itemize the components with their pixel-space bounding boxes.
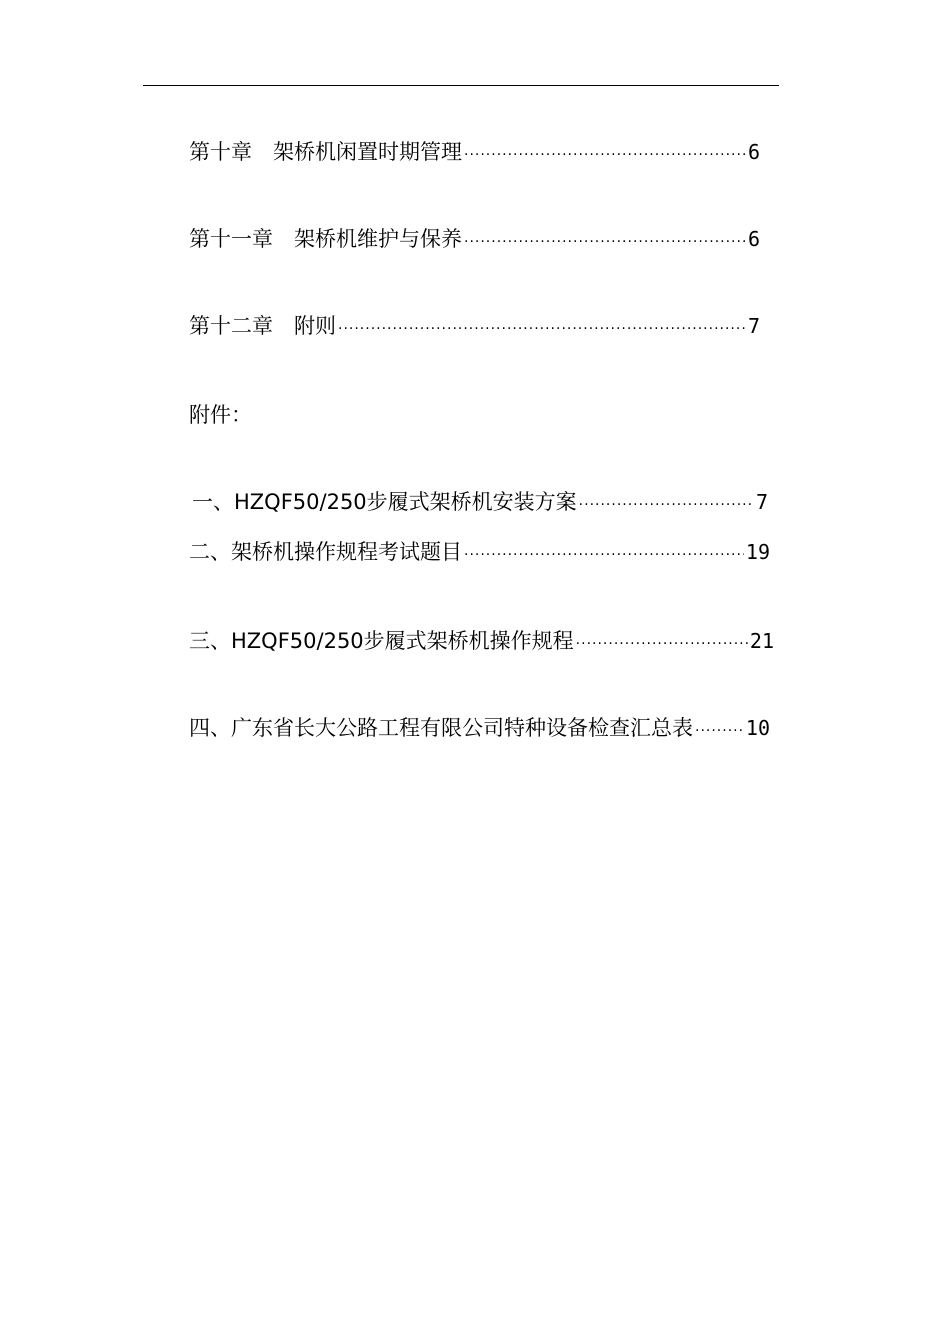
- toc-entry-appendix-2[interactable]: [189, 537, 770, 567]
- header-rule: [143, 85, 779, 86]
- toc-entry-chapter-12[interactable]: [189, 311, 760, 341]
- toc-dot-leader: [579, 490, 754, 517]
- toc-entry-page: 7: [755, 490, 768, 514]
- toc-entry-label: 第十一章 架桥机维护与保养: [189, 227, 462, 251]
- toc-entry-label: 二、架桥机操作规程考试题目: [189, 540, 462, 564]
- toc-entry-label: 四、广东省长大公路工程有限公司特种设备检查汇总表: [189, 716, 693, 740]
- appendix-heading: 附件：: [189, 403, 252, 427]
- toc-entry-appendix-3[interactable]: [189, 626, 774, 656]
- toc-entry-page: 21: [749, 629, 774, 653]
- toc-dot-leader: [695, 716, 744, 743]
- toc-dot-leader: [464, 227, 746, 254]
- toc-dot-leader: [576, 629, 748, 656]
- toc-entry-appendix-1[interactable]: [192, 487, 768, 517]
- toc-entry-page: 7: [747, 314, 760, 338]
- toc-entry-label: 一、HZQF50/250步履式架桥机安装方案: [192, 490, 577, 514]
- toc-entry-label: 三、HZQF50/250步履式架桥机操作规程: [189, 629, 574, 653]
- toc-dot-leader: [464, 540, 744, 567]
- toc-dot-leader: [338, 314, 746, 341]
- toc-entry-page: 10: [745, 716, 770, 740]
- toc-entry-page: 6: [747, 140, 760, 164]
- toc-dot-leader: [464, 140, 746, 167]
- toc-entry-appendix-4[interactable]: [189, 713, 770, 743]
- toc-entry-chapter-10[interactable]: [189, 137, 760, 167]
- toc-entry-page: 19: [745, 540, 770, 564]
- toc-entry-chapter-11[interactable]: [189, 224, 760, 254]
- toc-entry-page: 6: [747, 227, 760, 251]
- toc-entry-label: 第十二章 附则: [189, 314, 336, 338]
- toc-entry-label: 第十章 架桥机闲置时期管理: [189, 140, 462, 164]
